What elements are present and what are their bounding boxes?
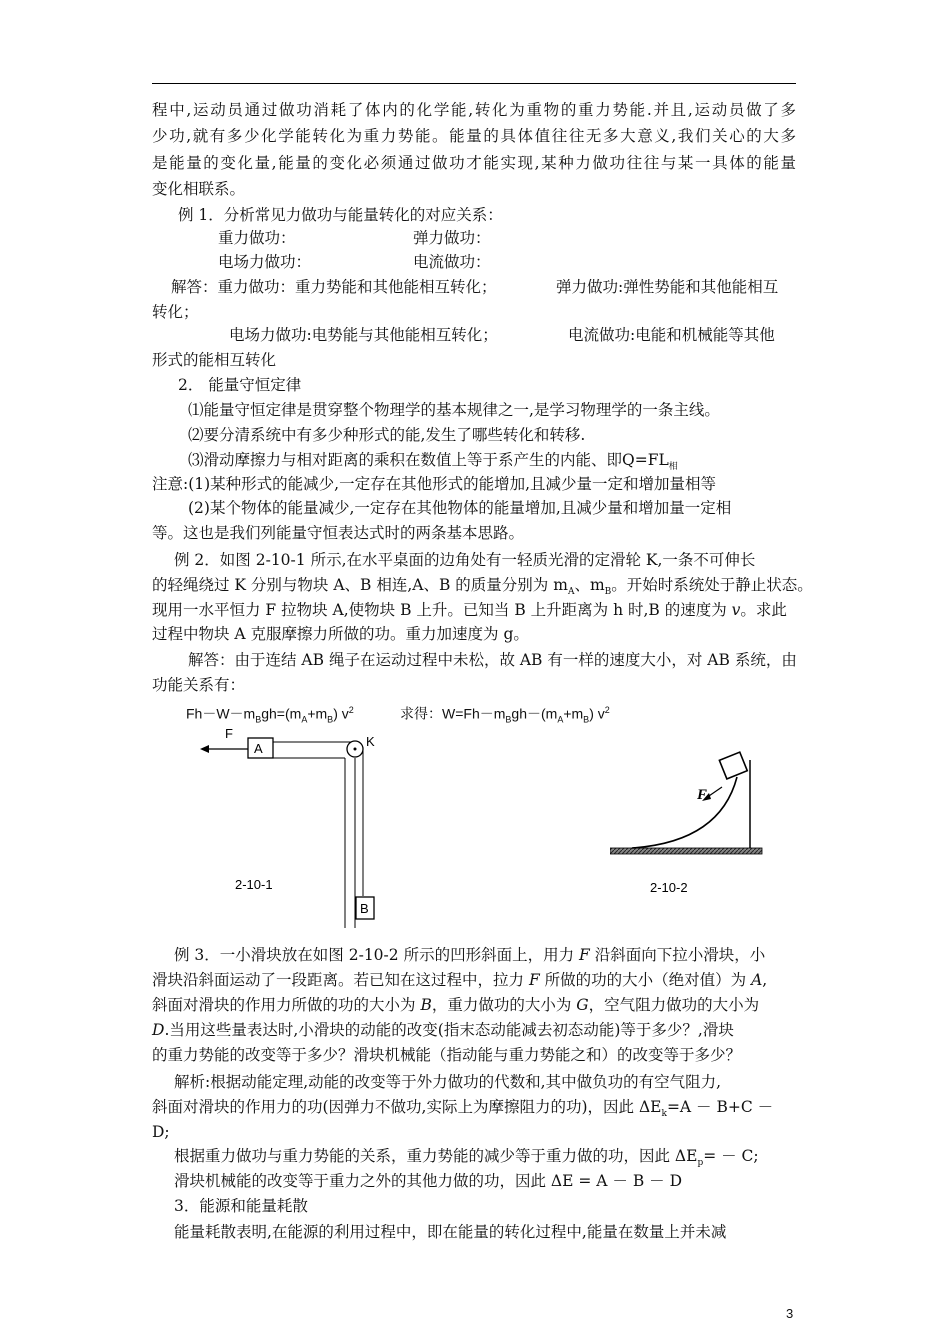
answer-2-line1: 解答：由于连结 AB 绳子在运动过程中未松，故 AB 有一样的速度大小，对 AB 系统，由 [188, 651, 797, 669]
example-3-line5: 的重力势能的改变等于多少？滑块机械能（指动能与重力势能之和）的改变等于多少？ [152, 1046, 742, 1064]
example-3-line3: 斜面对滑块的作用力所做的功的大小为 B，重力做功的大小为 G，空气阻力做功的大小为 [152, 996, 760, 1014]
text-line: 是能量的变化量,能量的变化必须通过做功才能实现,某种力做功往往与某一具体的能量 [152, 154, 796, 172]
solution-line1: 解析:根据动能定理,动能的改变等于外力做功的代数和,其中做负功的有空气阻力, [174, 1073, 722, 1091]
equation-2: 求得：$W=Fh-m_Bgh-(m_A+m_B)$ $v^2$ [400, 705, 610, 725]
solution-line5: 滑块机械能的改变等于重力之外的其他力做的功，因此 ΔE = A － B － D [174, 1172, 682, 1190]
example-3-line4: D.当用这些量表达时,小滑块的动能的改变(指末态动能减去初态动能)等于多少？,滑块 [152, 1021, 734, 1039]
text-line: 能量耗散表明,在能源的利用过程中，即在能量的转化过程中,能量在数量上并未减 [174, 1223, 727, 1241]
law-item-3: ⑶滑动摩擦力与相对距离的乘积在数值上等于系产生的内能、即$Q=FL_相$ [188, 451, 678, 473]
text-line: 少功,就有多少化学能转化为重力势能。能量的具体值往往无多大意义,我们关心的大多 [152, 127, 796, 145]
figure-caption: 2-10-1 [235, 877, 273, 892]
pulley-K-label: K [366, 734, 375, 749]
subscript: 相 [668, 462, 678, 473]
example-2-line2: 的轻绳绕过 K 分别与物块 A、B 相连,A、B 的质量分别为 $m_A$、$m_B$。开始时系统处于静止状态。 [152, 576, 813, 598]
solution-line2: 斜面对滑块的作用力的功(因弹力不做功,实际上为摩擦阻力的功)，因此 $\Delta E_k=A - B+C$ － [152, 1098, 774, 1120]
question-current: 电流做功： [413, 253, 491, 271]
example-2-line1: 例 2．如图 2-10-1 所示,在水平桌面的边角处有一轻质光滑的定滑轮 K,一条不可伸长 [174, 551, 756, 569]
note-3: 等。这也是我们列能量守恒表达式时的两条基本思路。 [152, 524, 525, 542]
arrow-head [200, 745, 209, 753]
text-line: 程中,运动员通过做功消耗了体内的化学能,转化为重物的重力势能.并且,运动员做了多 [152, 101, 796, 119]
note-1: 注意:(1)某种形式的能减少,一定存在其他形式的能增加,且减少量一定和增加量相等 [152, 475, 717, 493]
example-3-line1: 例 3．一小滑块放在如图 2-10-2 所示的凹形斜面上，用力 F 沿斜面向下拉小滑块，小 [174, 946, 766, 964]
answer-1a: 解答：重力做功：重力势能和其他能相互转化； [171, 278, 497, 296]
force-label-F: F [697, 787, 708, 803]
page-number: 3 [786, 1306, 794, 1321]
answer-1b: 弹力做功:弹性势能和其他能相互 [556, 278, 779, 296]
slider-block [719, 752, 747, 779]
answer-1c: 转化； [152, 303, 199, 321]
block-B-label: B [360, 901, 369, 916]
question-efield: 电场力做功： [218, 253, 312, 271]
law-item-2: ⑵要分清系统中有多少种形式的能,发生了哪些转化和转移. [188, 426, 586, 444]
note-2: (2)某个物体的能量减少,一定存在其他物体的能量增加,且减少量和增加量一定相 [188, 499, 732, 517]
figure-2-10-2 [610, 742, 780, 902]
block-B [352, 896, 378, 922]
ground [610, 848, 762, 854]
example-2-line4: 过程中物块 A 克服摩擦力所做的功。重力加速度为 g。 [152, 625, 529, 643]
pulley-axle [354, 748, 357, 751]
figure-caption: 2-10-2 [650, 880, 688, 895]
force-label-F: F [225, 726, 233, 741]
section-2-heading: 2． 能量守恒定律 [178, 376, 302, 394]
answer-1d: 电场力做功:电势能与其他能相互转化； [229, 326, 498, 344]
law-item-1: ⑴能量守恒定律是贯穿整个物理学的基本规律之一,是学习物理学的一条主线。 [188, 401, 720, 419]
equation-1: $Fh-W-m_Bgh=(m_A+m_B)$ $v^2$ [186, 705, 354, 725]
question-elastic: 弹力做功： [413, 229, 491, 247]
text-line: 变化相联系。 [152, 180, 246, 198]
example-2-line3: 现用一水平恒力 F 拉物块 A,使物块 B 上升。已知当 B 上升距离为 h 时,B 的速度为 v。求此 [152, 601, 787, 619]
block-A-label: A [254, 741, 263, 756]
example-3-line2: 滑块沿斜面运动了一段距离。若已知在这过程中，拉力 F 所做的功的大小（绝对值）为 A, [152, 971, 768, 989]
question-gravity: 重力做功： [218, 229, 296, 247]
solution-line4: 根据重力做功与重力势能的关系，重力势能的减少等于重力做的功，因此 $\Delta E_p= - C$; [174, 1147, 759, 1169]
header-rule [152, 83, 796, 84]
section-3-heading: 3．能源和能量耗散 [174, 1197, 308, 1215]
answer-1f: 形式的能相互转化 [152, 351, 277, 369]
answer-1e: 电流做功:电能和机械能等其他 [568, 326, 775, 344]
example-1-title: 例 1．分析常见力做功与能量转化的对应关系： [178, 206, 503, 224]
solution-line3: D; [152, 1123, 170, 1141]
answer-2-line2: 功能关系有： [152, 676, 246, 694]
